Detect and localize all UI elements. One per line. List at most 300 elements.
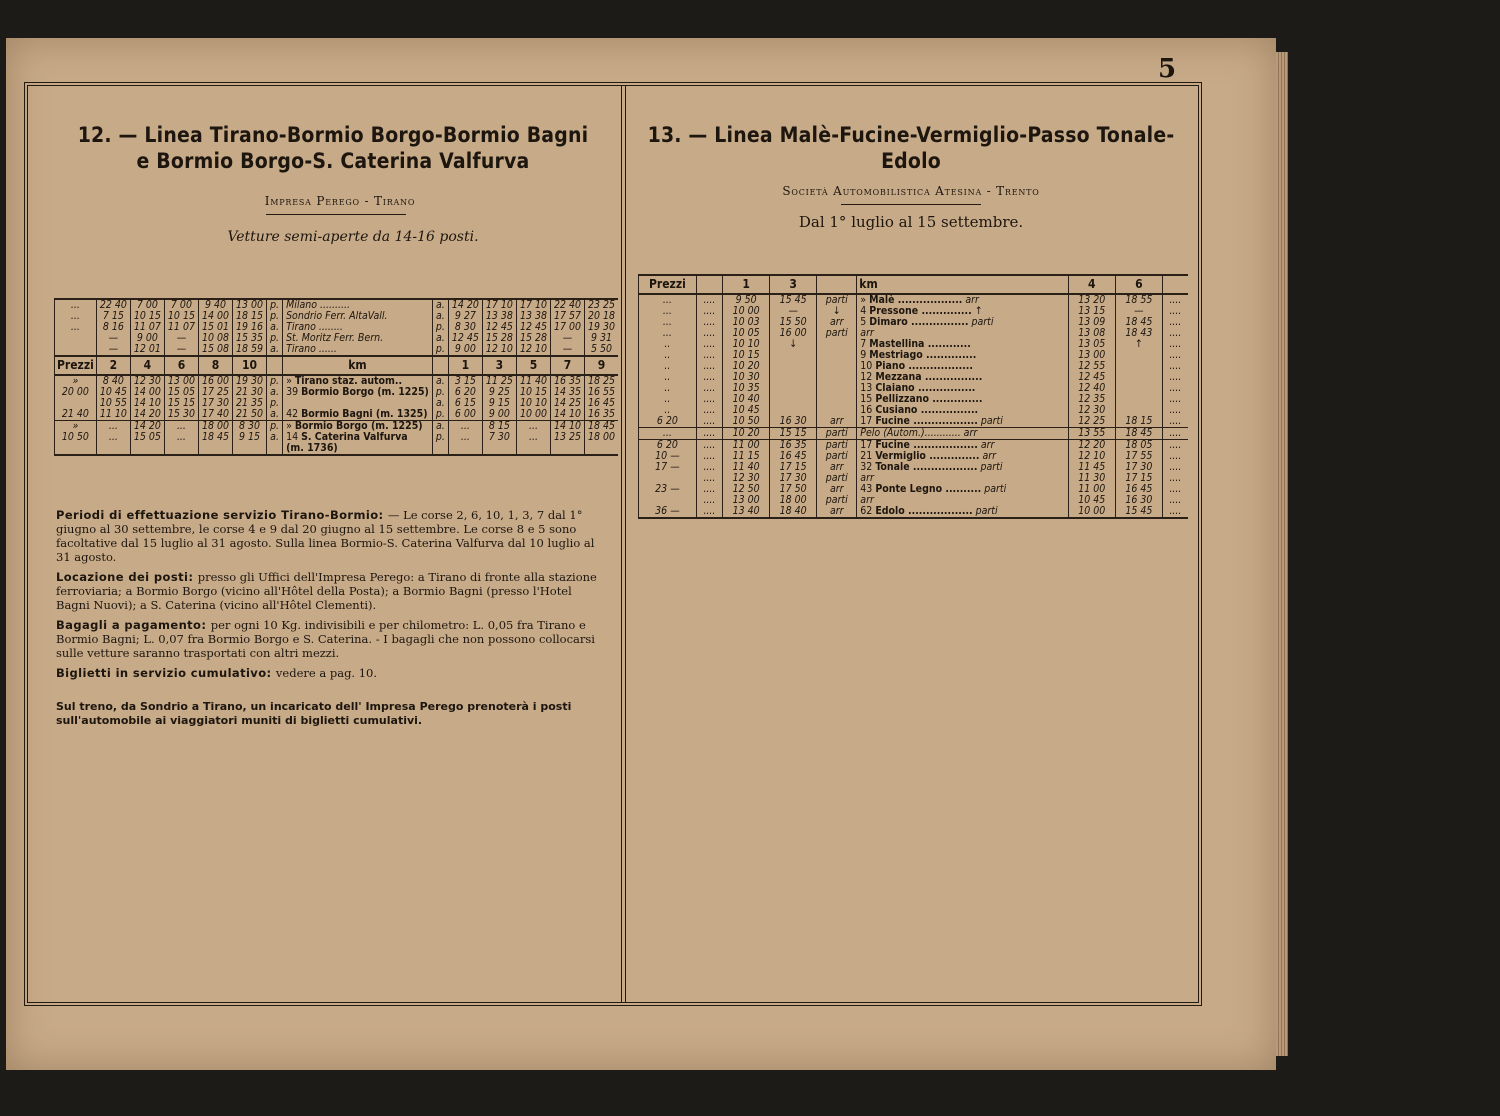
company-name: Impresa Perego - Tirano <box>264 194 416 208</box>
time-cell: .... <box>696 383 722 394</box>
station-name: Pelo (Autom.)............ <box>860 427 961 439</box>
time-cell: 19 30 <box>585 322 619 333</box>
station-name: Bormio Bagni (m. 1325) <box>301 408 428 420</box>
column-header: 8 <box>198 356 232 375</box>
time-cell <box>1115 383 1162 394</box>
header-row <box>55 356 619 375</box>
time-cell: 18 05 <box>1115 440 1162 452</box>
station-name: Edolo .................. <box>875 505 973 517</box>
arr-dep-mark: a. <box>267 322 283 333</box>
time-cell: 13 15 <box>1068 306 1115 317</box>
station-name: Fucine .................. <box>875 415 978 427</box>
arr-dep-mark: parti <box>817 440 857 452</box>
time-cell: 11 00 <box>1068 484 1115 495</box>
time-cell: 17 50 <box>770 484 817 495</box>
arr-dep-mark: parti <box>977 415 1003 427</box>
time-cell: 9 00 <box>482 409 516 421</box>
arr-dep-mark: p. <box>267 299 283 311</box>
station-name: Pellizzano .............. <box>875 393 983 405</box>
station-name: Bormio Borgo (m. 1225) <box>294 420 423 432</box>
time-cell: 13 08 <box>1068 328 1115 339</box>
time-cell: — <box>770 306 817 317</box>
time-cell: 17 25 <box>198 387 232 398</box>
time-cell: .... <box>696 416 722 428</box>
station-name: Tonale .................. <box>875 461 978 473</box>
time-cell: 13 40 <box>723 506 770 518</box>
arr-dep-mark: p. <box>432 387 448 398</box>
station-name: Piano .................. <box>875 360 973 372</box>
column-header <box>696 275 722 294</box>
time-cell: .... <box>1162 339 1188 350</box>
station-cell <box>857 317 1068 328</box>
time-cell: 23 25 <box>585 299 619 311</box>
arr-dep-mark: arr <box>860 327 874 339</box>
time-cell: 12 35 <box>1068 394 1115 405</box>
km-value: 7 <box>860 338 870 350</box>
timetable-row <box>55 409 619 421</box>
note-heading: Bagagli a pagamento: <box>56 618 211 632</box>
station-name: St. Moritz Ferr. Bern. <box>286 332 384 344</box>
time-cell: 5 50 <box>585 344 619 356</box>
time-cell: 18 45 <box>585 421 619 433</box>
time-cell: .... <box>1162 462 1188 473</box>
station-name: Vermiglio .............. <box>875 450 980 462</box>
time-cell <box>233 443 267 455</box>
section-title-line2: e Bormio Borgo-S. Caterina Valfurva <box>136 149 530 173</box>
time-cell: — <box>164 333 198 344</box>
arr-dep-mark: a. <box>267 387 283 398</box>
time-cell: 10 03 <box>723 317 770 328</box>
time-cell: ... <box>164 421 198 433</box>
arr-dep-mark: a. <box>432 398 448 409</box>
time-cell: 18 15 <box>1115 416 1162 428</box>
price-cell: 6 20 <box>639 416 697 428</box>
time-cell: 19 30 <box>233 375 267 387</box>
time-cell: 17 55 <box>1115 451 1162 462</box>
rule <box>266 214 406 215</box>
timetable-row <box>55 344 619 356</box>
time-cell <box>482 443 516 455</box>
time-cell: 12 30 <box>723 473 770 484</box>
time-cell <box>516 443 550 455</box>
time-cell: 17 40 <box>198 409 232 421</box>
time-cell: 17 57 <box>550 311 584 322</box>
arr-dep-mark: arr <box>860 472 874 484</box>
arr-dep-mark <box>817 372 857 383</box>
time-cell: 7 00 <box>164 299 198 311</box>
km-value: 21 <box>860 450 876 462</box>
time-cell: 17 30 <box>1115 462 1162 473</box>
time-cell: 18 43 <box>1115 328 1162 339</box>
time-cell: 12 45 <box>516 322 550 333</box>
time-cell: 13 05 <box>1068 339 1115 350</box>
time-cell: 8 15 <box>482 421 516 433</box>
time-cell: 13 00 <box>1068 350 1115 361</box>
note-text: per ogni 10 Kg. indivisibili e per chilometro: L. 0,05 fra Tirano e Bormio Bagni; L. 0,07 fra Bormio Borgo e S. Caterina. - I bagagli che non possono collocarsi sulle vetture saranno trasportati con altri mezzi. <box>56 618 595 660</box>
column-header: Prezzi <box>639 275 697 294</box>
time-cell <box>198 443 232 455</box>
time-cell: .... <box>1162 361 1188 372</box>
time-cell: 6 00 <box>448 409 482 421</box>
time-cell: 18 40 <box>770 506 817 518</box>
time-cell: 13 00 <box>723 495 770 506</box>
page-number: 5 <box>1158 54 1177 84</box>
time-cell: .... <box>1162 383 1188 394</box>
service-note <box>56 666 606 680</box>
station-name: (m. 1736) <box>286 442 338 454</box>
station-cell <box>857 506 1068 518</box>
time-cell: 10 15 <box>164 311 198 322</box>
time-cell: .... <box>696 440 722 452</box>
arr-dep-mark: a. <box>432 333 448 344</box>
time-cell: 10 30 <box>723 372 770 383</box>
km-value: 32 <box>860 461 876 473</box>
column-header: 5 <box>516 356 550 375</box>
time-cell: 12 55 <box>1068 361 1115 372</box>
price-cell: ... <box>639 294 697 306</box>
station-name: Tirano ...... <box>286 343 337 355</box>
time-cell <box>1115 372 1162 383</box>
time-cell: 16 35 <box>550 375 584 387</box>
time-cell: .... <box>696 451 722 462</box>
time-cell <box>96 443 130 455</box>
price-cell: .. <box>639 372 697 383</box>
time-cell: 16 45 <box>1115 484 1162 495</box>
time-cell: ... <box>164 432 198 443</box>
time-cell: 14 20 <box>448 299 482 311</box>
price-cell: .. <box>639 350 697 361</box>
arr-dep-mark: ↑ <box>971 305 983 317</box>
time-cell: 14 00 <box>198 311 232 322</box>
timetable-row <box>639 428 1189 440</box>
time-cell: 16 35 <box>770 440 817 452</box>
price-cell: » <box>55 421 97 433</box>
station-name: Cusiano ................ <box>875 404 979 416</box>
time-cell: .... <box>1162 350 1188 361</box>
arr-dep-mark: p. <box>432 344 448 356</box>
time-cell: 8 16 <box>96 322 130 333</box>
station-name: Pressone .............. <box>869 305 972 317</box>
time-cell: 22 40 <box>96 299 130 311</box>
station-name: Mastellina ............ <box>869 338 971 350</box>
time-cell: 12 45 <box>482 322 516 333</box>
time-cell: 12 45 <box>1068 372 1115 383</box>
arr-dep-mark <box>817 350 857 361</box>
column-header <box>817 275 857 294</box>
time-cell: — <box>164 344 198 356</box>
time-cell: 21 35 <box>233 398 267 409</box>
arr-dep-mark <box>432 443 448 455</box>
arr-dep-mark: parti <box>817 328 857 339</box>
time-cell <box>585 443 619 455</box>
time-cell: 9 40 <box>198 299 232 311</box>
time-cell: 9 27 <box>448 311 482 322</box>
arr-dep-mark: parti <box>972 505 998 517</box>
time-cell: .... <box>696 339 722 350</box>
time-cell: 16 30 <box>1115 495 1162 506</box>
station-name: Fucine .................. <box>875 439 978 451</box>
time-cell: 15 15 <box>770 428 817 440</box>
time-cell: ... <box>96 421 130 433</box>
time-cell: 18 00 <box>585 432 619 443</box>
station-cell <box>283 387 433 398</box>
km-value: » <box>860 294 870 306</box>
time-cell: 15 28 <box>482 333 516 344</box>
column-header: 6 <box>1115 275 1162 294</box>
time-cell: 14 20 <box>130 421 164 433</box>
time-cell: 21 50 <box>233 409 267 421</box>
km-value: 9 <box>860 349 870 361</box>
time-cell: .... <box>696 506 722 518</box>
time-cell: 10 15 <box>516 387 550 398</box>
time-cell: 9 31 <box>585 333 619 344</box>
note-heading: Biglietti in servizio cumulativo: <box>56 666 276 680</box>
column-header: 1 <box>448 356 482 375</box>
company-name: Società Automobilistica Atesina - Trento <box>782 184 1040 198</box>
time-cell: .... <box>696 361 722 372</box>
station-name: Dimaro ................ <box>869 316 969 328</box>
time-cell: 10 00 <box>516 409 550 421</box>
time-cell: .... <box>1162 317 1188 328</box>
time-cell: 10 00 <box>723 306 770 317</box>
price-cell: 17 — <box>639 462 697 473</box>
time-cell <box>1115 361 1162 372</box>
time-cell: .... <box>696 328 722 339</box>
station-name: Mezzana ................ <box>875 371 983 383</box>
time-cell: 14 10 <box>550 421 584 433</box>
time-cell: .... <box>696 306 722 317</box>
price-cell: ... <box>55 311 97 322</box>
time-cell: 12 01 <box>130 344 164 356</box>
time-cell: 12 10 <box>482 344 516 356</box>
arr-dep-mark: p. <box>267 421 283 433</box>
price-cell: ... <box>639 428 697 440</box>
time-cell: 15 30 <box>164 409 198 421</box>
service-note <box>56 570 606 612</box>
time-cell: .... <box>1162 473 1188 484</box>
column-header: 9 <box>585 356 619 375</box>
station-name: Tirano ........ <box>286 321 343 333</box>
arr-dep-mark: parti <box>817 473 857 484</box>
time-cell: .... <box>1162 495 1188 506</box>
time-cell: 15 28 <box>516 333 550 344</box>
time-cell: ↑ <box>1115 339 1162 350</box>
time-cell: .... <box>696 350 722 361</box>
time-cell: 9 50 <box>723 294 770 306</box>
arr-dep-mark: p. <box>432 322 448 333</box>
arr-dep-mark: parti <box>817 294 857 306</box>
station-cell <box>857 416 1068 428</box>
column-header <box>432 356 448 375</box>
station-name: Ponte Legno .......... <box>875 483 982 495</box>
time-cell: 9 00 <box>448 344 482 356</box>
section-title-line1: 12. — Linea Tirano-Bormio Borgo-Bormio Bagni <box>77 123 589 147</box>
column-header: 10 <box>233 356 267 375</box>
time-cell: 11 15 <box>723 451 770 462</box>
time-cell: 13 20 <box>1068 294 1115 306</box>
arr-dep-mark <box>267 443 283 455</box>
time-cell: 17 10 <box>516 299 550 311</box>
time-cell: 6 15 <box>448 398 482 409</box>
arr-dep-mark: a. <box>267 344 283 356</box>
price-cell: » <box>55 375 97 387</box>
time-cell: 10 50 <box>723 416 770 428</box>
station-name: Claiano ................ <box>875 382 976 394</box>
time-cell: 15 50 <box>770 317 817 328</box>
timetable-12 <box>54 298 618 456</box>
time-cell: 10 20 <box>723 428 770 440</box>
time-cell: 12 30 <box>130 375 164 387</box>
vehicles-note: Vetture semi-aperte da 14-16 posti. <box>227 229 479 245</box>
time-cell: 16 30 <box>770 416 817 428</box>
time-cell: — <box>96 344 130 356</box>
station-cell <box>283 443 433 455</box>
note-text: vedere a pag. 10. <box>275 666 378 680</box>
arr-dep-mark: parti <box>817 428 857 440</box>
time-cell: — <box>550 333 584 344</box>
time-cell: 12 10 <box>1068 451 1115 462</box>
time-cell: 8 30 <box>233 421 267 433</box>
timetable-row <box>55 443 619 455</box>
time-cell: 3 15 <box>448 375 482 387</box>
time-cell: 18 00 <box>198 421 232 433</box>
time-cell <box>164 443 198 455</box>
time-cell: 16 00 <box>198 375 232 387</box>
price-cell: .. <box>639 339 697 350</box>
price-cell <box>55 333 97 344</box>
time-cell: 18 25 <box>585 375 619 387</box>
time-cell: 9 15 <box>233 432 267 443</box>
station-cell <box>857 484 1068 495</box>
time-cell: ↓ <box>770 339 817 350</box>
price-cell: .. <box>639 383 697 394</box>
time-cell: ... <box>448 421 482 433</box>
km-value: 14 <box>286 431 302 443</box>
time-cell: 13 55 <box>1068 428 1115 440</box>
km-value: 17 <box>860 439 876 451</box>
column-header: 6 <box>164 356 198 375</box>
time-cell: 10 45 <box>1068 495 1115 506</box>
time-cell: .... <box>696 372 722 383</box>
arr-dep-mark: parti <box>977 461 1003 473</box>
time-cell: 13 09 <box>1068 317 1115 328</box>
arr-dep-mark: parti <box>981 483 1007 495</box>
arr-dep-mark: arr <box>962 294 979 306</box>
arr-dep-mark: arr <box>817 416 857 428</box>
time-cell: .... <box>696 495 722 506</box>
timetable-row <box>639 506 1189 518</box>
price-cell: 6 20 <box>639 440 697 452</box>
time-cell: .... <box>1162 484 1188 495</box>
time-cell: .... <box>696 405 722 416</box>
time-cell: 17 30 <box>198 398 232 409</box>
time-cell: 11 40 <box>723 462 770 473</box>
time-cell: .... <box>696 394 722 405</box>
time-cell: 9 15 <box>482 398 516 409</box>
price-cell: .. <box>639 394 697 405</box>
station-name: Sondrio Ferr. AltaVall. <box>286 310 388 322</box>
time-cell: 18 45 <box>1115 317 1162 328</box>
column-header <box>267 356 283 375</box>
time-cell <box>550 443 584 455</box>
time-cell: ... <box>516 421 550 433</box>
time-cell: 10 45 <box>723 405 770 416</box>
time-cell: 11 30 <box>1068 473 1115 484</box>
time-cell: 11 00 <box>723 440 770 452</box>
time-cell: 13 38 <box>516 311 550 322</box>
time-cell: 12 40 <box>1068 383 1115 394</box>
time-cell: 15 45 <box>770 294 817 306</box>
column-header: 1 <box>723 275 770 294</box>
time-cell: 18 00 <box>770 495 817 506</box>
arr-dep-mark: arr <box>977 439 995 451</box>
price-cell <box>55 344 97 356</box>
time-cell: .... <box>1162 328 1188 339</box>
time-cell: 17 00 <box>550 322 584 333</box>
arr-dep-mark <box>817 339 857 350</box>
column-header: km <box>283 356 433 375</box>
km-value: 43 <box>860 483 876 495</box>
time-cell: 21 30 <box>233 387 267 398</box>
arr-dep-mark: arr <box>960 427 978 439</box>
time-cell: 10 45 <box>96 387 130 398</box>
time-cell: 22 40 <box>550 299 584 311</box>
station-cell <box>283 344 433 356</box>
arr-dep-mark: ↓ <box>817 306 857 317</box>
time-cell: 13 00 <box>164 375 198 387</box>
time-cell: 10 08 <box>198 333 232 344</box>
price-cell: ... <box>639 306 697 317</box>
time-cell: 14 20 <box>130 409 164 421</box>
time-cell: 10 20 <box>723 361 770 372</box>
km-value: 62 <box>860 505 876 517</box>
time-cell: 16 45 <box>585 398 619 409</box>
time-cell: 10 05 <box>723 328 770 339</box>
price-cell: .. <box>639 405 697 416</box>
time-cell: .... <box>696 484 722 495</box>
km-value: 5 <box>860 316 870 328</box>
time-cell: 9 25 <box>482 387 516 398</box>
time-cell: 13 38 <box>482 311 516 322</box>
time-cell: .... <box>1162 306 1188 317</box>
time-cell: .... <box>1162 440 1188 452</box>
service-note <box>56 618 606 660</box>
time-cell <box>448 443 482 455</box>
km-value: 17 <box>860 415 876 427</box>
time-cell <box>770 361 817 372</box>
km-value: » <box>286 420 295 432</box>
arr-dep-mark: parti <box>968 316 994 328</box>
column-header: Prezzi <box>55 356 97 375</box>
time-cell <box>770 350 817 361</box>
price-cell: ... <box>55 299 97 311</box>
arr-dep-mark: parti <box>817 451 857 462</box>
time-cell: .... <box>696 294 722 306</box>
time-cell: 7 00 <box>130 299 164 311</box>
time-cell: 17 10 <box>482 299 516 311</box>
price-cell: ... <box>55 322 97 333</box>
time-cell: 18 55 <box>1115 294 1162 306</box>
price-cell: 20 00 <box>55 387 97 398</box>
time-cell: .... <box>1162 451 1188 462</box>
section-title-13: 13. — Linea Malè-Fucine-Vermiglio-Passo Tonale-Edolo <box>647 123 1175 173</box>
final-note: Sul treno, da Sondrio a Tirano, un incaricato dell' Impresa Perego prenoterà i posti sull'automobile ai viaggiatori muniti di biglietti cumulativi. <box>56 700 572 727</box>
station-name: S. Caterina Valfurva <box>301 431 408 443</box>
station-name: Bormio Borgo (m. 1225) <box>301 386 429 398</box>
time-cell: 15 05 <box>164 387 198 398</box>
time-cell: 16 35 <box>585 409 619 421</box>
station-name: Mestriago .............. <box>869 349 977 361</box>
